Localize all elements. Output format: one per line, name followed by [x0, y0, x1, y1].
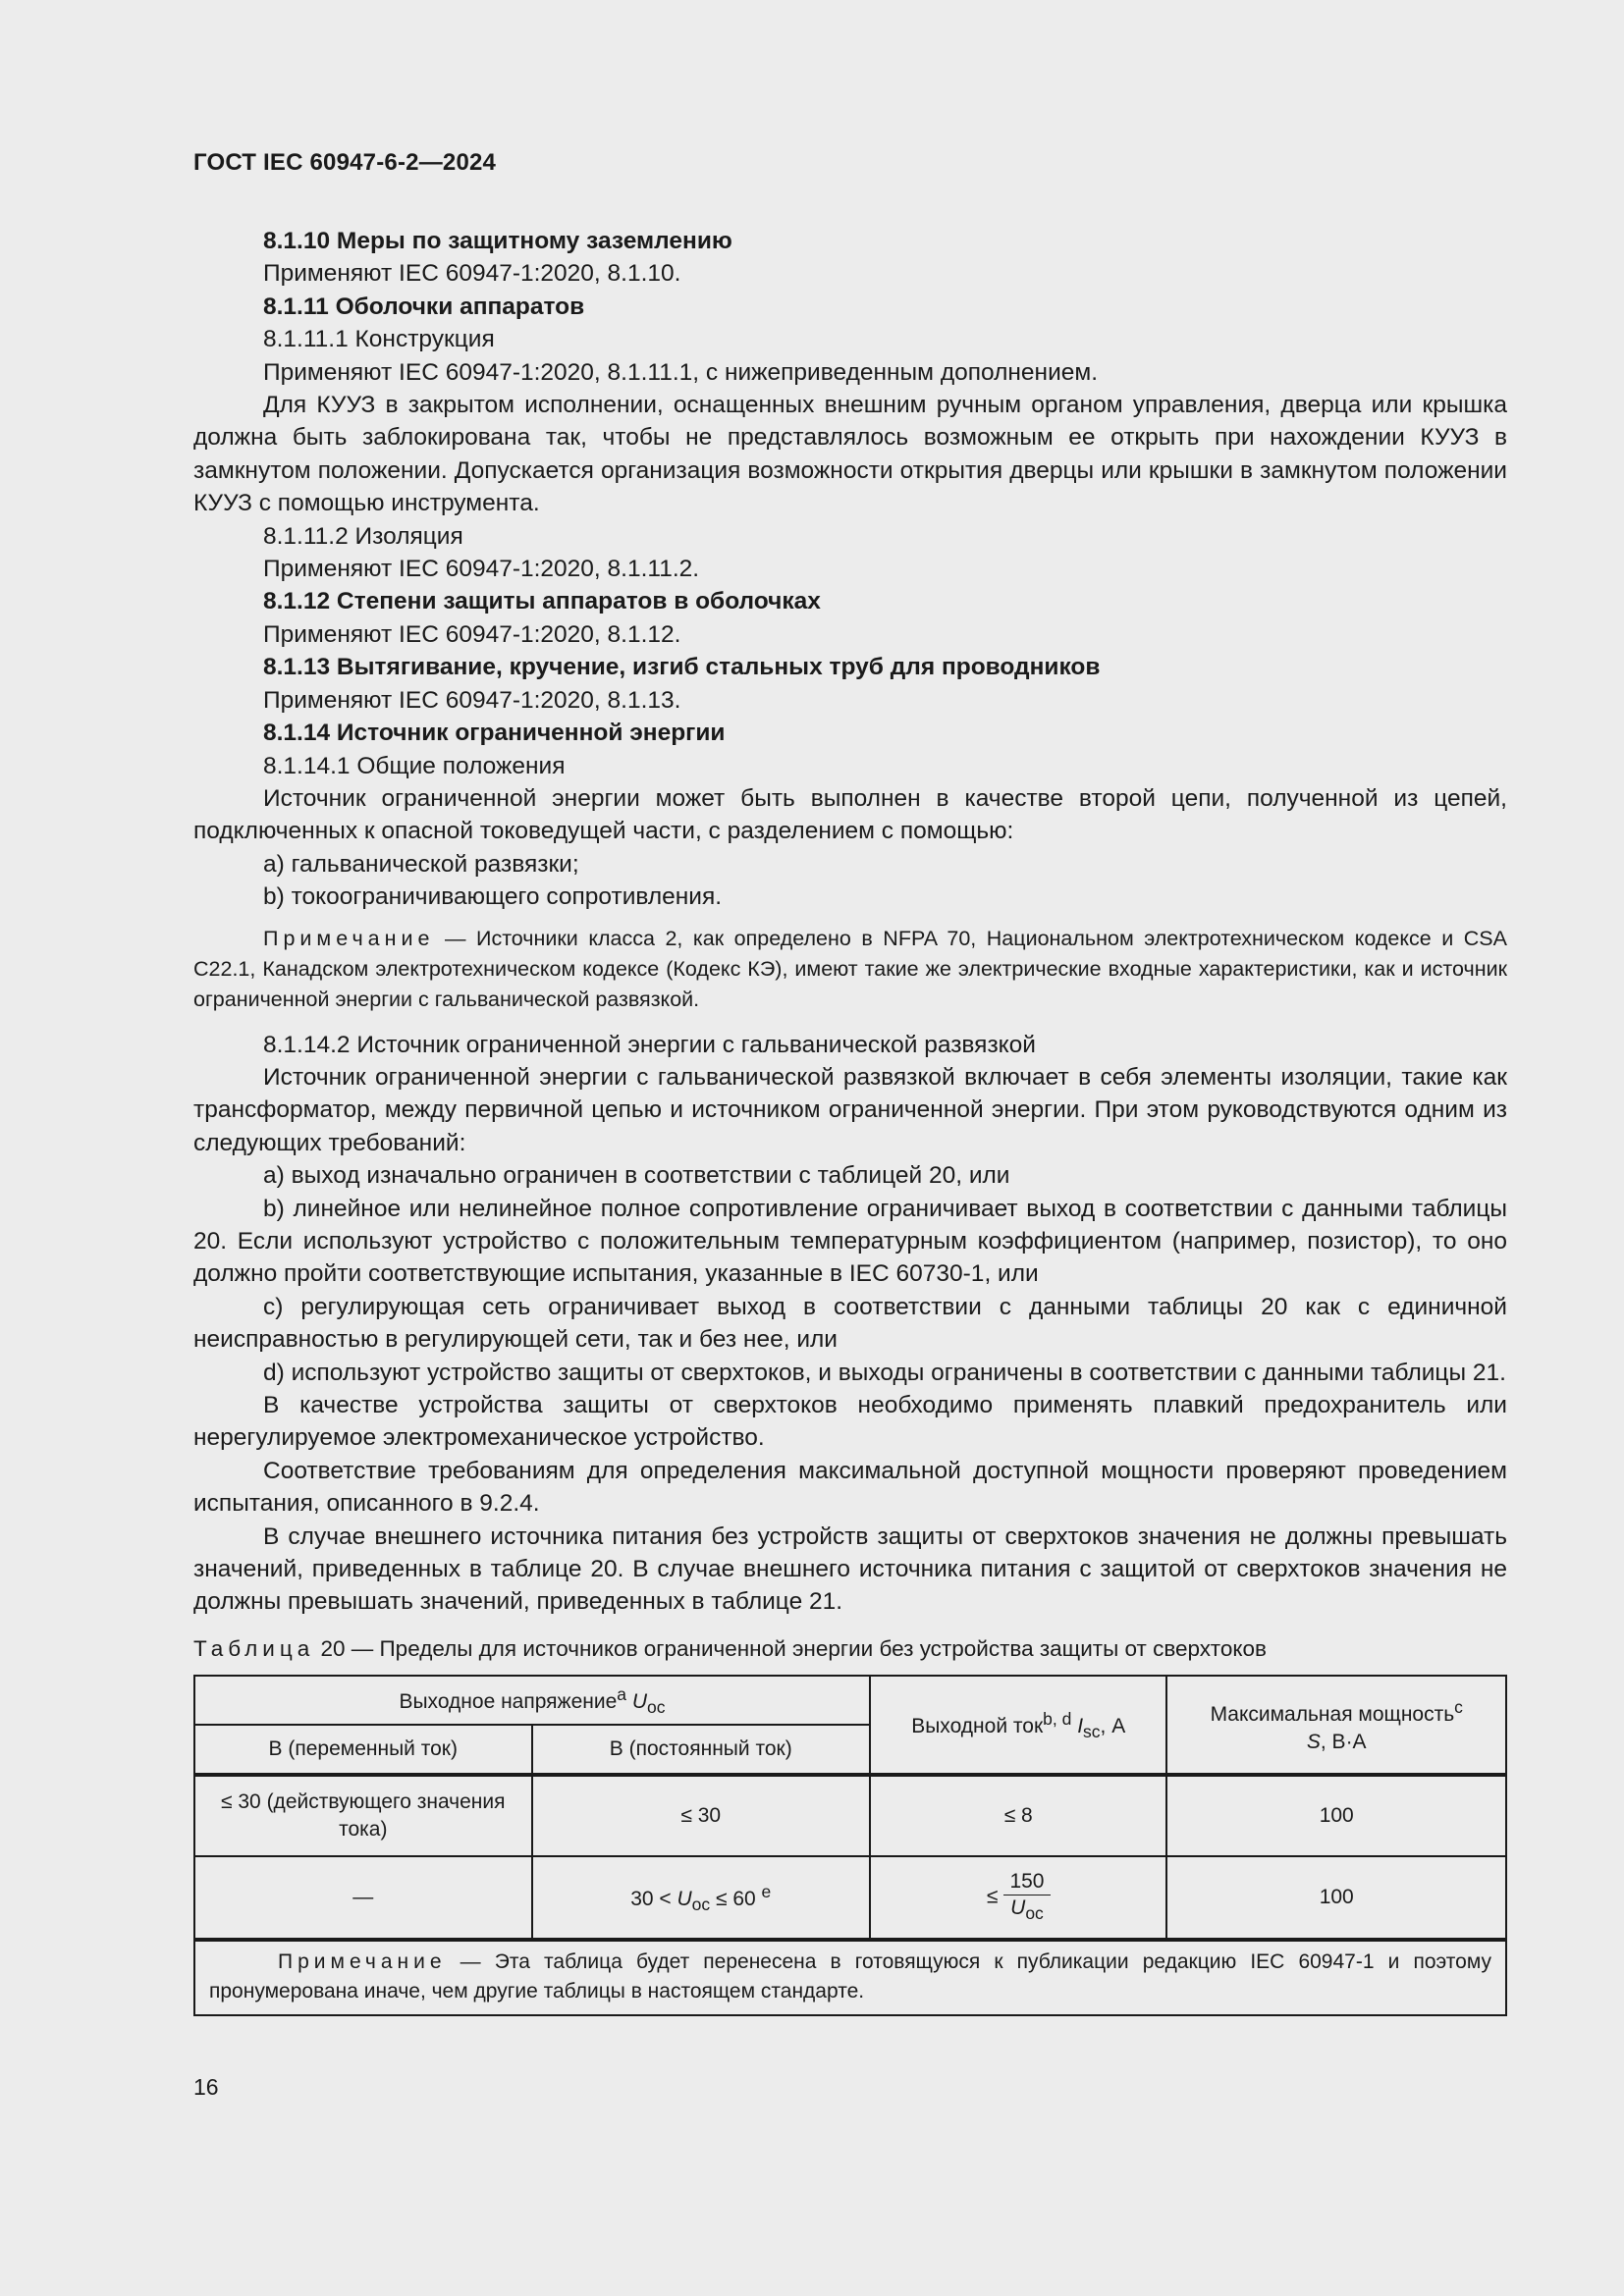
document-header: ГОСТ IEC 60947-6-2—2024 [193, 149, 497, 176]
list-item: a) гальванической развязки; [263, 850, 579, 878]
cell-power: 100 [1166, 1856, 1506, 1940]
table-row [194, 1775, 1506, 1856]
paragraph: В качестве устройства защиты от сверхтоков необходимо применять плавкий предохранитель или нерегулируемое электромеханическое устройство. [193, 1392, 1507, 1452]
paragraph: Применяют IEC 60947-1:2020, 8.1.10. [263, 260, 681, 288]
header-max-power: Максимальная мощность$^c$ S, В·А [1166, 1676, 1506, 1775]
note-text: — Источники класса 2, как определено в NFPA 70, Национальном электротехническом кодексе и CSA C22.1, Канадском электротехническом кодексе (Кодекс КЭ), имеют такие же электрические входные характеристики, как и источник ограниченной энергии с гальванической развязкой. [193, 926, 1507, 1011]
cell-current: ≤ 8 [870, 1775, 1167, 1856]
limits-table [193, 1675, 1507, 2016]
list-item: d) используют устройство защиты от сверхтоков, и выходы ограничены в соответствии с данными таблицы 21. [263, 1359, 1506, 1386]
section-heading-8-1-12: 8.1.12 Степени защиты аппаратов в оболочках [263, 588, 821, 615]
header-dc: В (постоянный ток) [532, 1725, 870, 1775]
fraction: $\frac{150}{U_{oc}}$ [1003, 1869, 1050, 1926]
paragraph: В случае внешнего источника питания без устройств защиты от сверхтоков значения не должны превышать значений, приведенных в таблице 20. В случае внешнего источника питания с защитой от сверхтоков значения не должны превышать значений, приведенных в таблице 21. [193, 1522, 1507, 1616]
header-output-current: Выходной ток$^{b, d}$ $I_{sc}$, А [870, 1676, 1167, 1775]
paragraph: Соответствие требованиям для определения максимальной доступной мощности проверяют проведением испытания, описанного в 9.2.4. [193, 1457, 1507, 1518]
header-ac: В (переменный ток) [194, 1725, 532, 1775]
paragraph: Применяют IEC 60947-1:2020, 8.1.12. [263, 620, 681, 648]
paragraph: Источник ограниченной энергии с гальванической развязкой включает в себя элементы изоляции, такие как трансформатор, между первичной цепью и источником ограниченной энергии. При этом руководствуются одним из следующих требований: [193, 1063, 1507, 1156]
cell-current: ≤ $\frac{150}{U_{oc}}$ [870, 1856, 1167, 1940]
cell-dc: $30 < U_{oc} \le 60$ $^e$ [532, 1856, 870, 1940]
table-caption-text: 20 — Пределы для источников ограниченной энергии без устройства защиты от сверхтоков [314, 1635, 1267, 1661]
paragraph: Применяют IEC 60947-1:2020, 8.1.11.2. [263, 556, 700, 583]
table-caption-label: Таблица [193, 1635, 315, 1661]
subsection-title: 8.1.14.2 Источник ограниченной энергии с гальванической развязкой [263, 1031, 1036, 1058]
table-note: Примечание — Эта таблица будет перенесена в готовящуюся к публикации редакцию IEC 60947-1 и поэтому пронумерована иначе, чем другие таблицы в настоящем стандарте. [194, 1940, 1506, 2015]
page-number: 16 [193, 2074, 219, 2100]
note [193, 924, 1507, 1015]
cell-ac: ≤ 30 (действующего значения тока) [194, 1775, 532, 1856]
paragraph: Применяют IEC 60947-1:2020, 8.1.11.1, с нижеприведенным дополнением. [263, 358, 1099, 386]
subsection-title: 8.1.11.1 Конструкция [263, 326, 495, 353]
section-heading-8-1-13: 8.1.13 Вытягивание, кручение, изгиб стальных труб для проводников [263, 654, 1101, 681]
header-output-voltage: Выходное напряжение$^a$ $U_{oc}$ [194, 1676, 870, 1725]
paragraph: Для КУУЗ в закрытом исполнении, оснащенных внешним ручным органом управления, дверца или крышка должна быть заблокирована так, чтобы не представлялось возможным ее открыть при нахождении КУУЗ в замкнутом положении. Допускается организация возможности открытия дверцы или крышки в замкнутом положении КУУЗ с помощью инструмента. [193, 392, 1507, 517]
document-body [193, 225, 1507, 2016]
subsection-title: 8.1.14.1 Общие положения [263, 752, 566, 779]
cell-ac: — [194, 1856, 532, 1940]
cell-power: 100 [1166, 1775, 1506, 1856]
section-heading-8-1-10: 8.1.10 Меры по защитному заземлению [263, 228, 732, 254]
list-item: c) регулирующая сеть ограничивает выход в соответствии с данными таблицы 20 как с единичной неисправностью в регулирующей сети, так и без нее, или [193, 1293, 1507, 1354]
cell-dc: ≤ 30 [532, 1775, 870, 1856]
paragraph: Источник ограниченной энергии может быть выполнен в качестве второй цепи, полученной из цепей, подключенных к опасной токоведущей части, с разделением с помощью: [193, 784, 1507, 845]
list-item: a) выход изначально ограничен в соответствии с таблицей 20, или [263, 1162, 1010, 1190]
list-item: b) токоограничивающего сопротивления. [263, 883, 723, 911]
table-caption [193, 1632, 1507, 1665]
table-header-row [194, 1676, 1506, 1725]
section-heading-8-1-14: 8.1.14 Источник ограниченной энергии [263, 720, 726, 747]
section-heading-8-1-11: 8.1.11 Оболочки аппаратов [263, 293, 585, 320]
note-label: Примечание [263, 926, 435, 950]
list-item: b) линейное или нелинейное полное сопротивление ограничивает выход в соответствии с данными таблицы 20. Если используют устройство с положительным температурным коэффициентом (например, позистор), то оно должно пройти соответствующие испытания, указанные в IEC 60730-1, или [193, 1195, 1507, 1288]
table-note-row [194, 1940, 1506, 2015]
subsection-title: 8.1.11.2 Изоляция [263, 522, 463, 550]
paragraph: Применяют IEC 60947-1:2020, 8.1.13. [263, 686, 681, 714]
table-row [194, 1856, 1506, 1940]
